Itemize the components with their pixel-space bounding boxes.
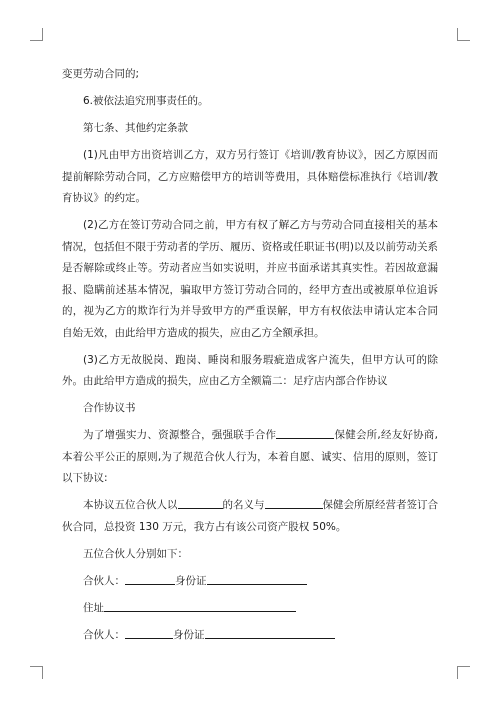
- blank-line[interactable]: [276, 427, 334, 439]
- cooperation-paragraph-1: 为了增强实力、资源整合，强强联手合作 保健会所,经友好协商,本着公平公正的原则,为了规范合伙人行为，本着自愿、诚实、信用的原则，签订以下协议:: [62, 429, 438, 484]
- address-blank[interactable]: [104, 600, 296, 612]
- blank-line[interactable]: [265, 497, 323, 509]
- partner-row-2: 合伙人： 身份证: [62, 625, 438, 647]
- item-6: 6.被依法追究刑事责任的。: [83, 95, 209, 107]
- partner-name-blank[interactable]: [125, 573, 175, 585]
- clause-3: (3)乙方无故脱岗、跑岗、睡岗和服务瑕疵造成客户流失，但甲方认可的除外。由此给甲方造成的损失，应由乙方全额篇二：足疗店内部合作协议: [62, 353, 438, 387]
- partners-intro: 五位合伙人分别如下：: [83, 547, 188, 560]
- crop-mark-top-right: [457, 28, 470, 41]
- text-line: 变更劳动合同的;: [62, 68, 140, 80]
- clause-2: (2)乙方在签订劳动合同之前，甲方有权了解乙方与劳动合同直接相关的基本情况，包括但不限于劳动者的学历、履历、资格或任职证书(明)以及以前劳动关系是否解除或终止等。劳动者应当如实说明，并应书面承诺其真实性。若因故意漏报、隐瞒前述基本情况，骗取甲方签订劳动合同的，经甲方查出或被原单位追诉的，视为乙方的欺诈行为并导致甲方的严重误解，甲方有权依法申请认定本合同自始无效，由此给甲方造成的损失，应由乙方全额承担。: [62, 219, 438, 339]
- blank-line[interactable]: [178, 497, 223, 509]
- crop-mark-top-left: [30, 28, 43, 41]
- id-number-blank[interactable]: [205, 627, 335, 639]
- crop-mark-bottom-right: [457, 666, 470, 679]
- id-number-blank[interactable]: [207, 573, 307, 585]
- document-page: [62, 64, 438, 652]
- cooperation-title: 合作协议书: [83, 402, 136, 414]
- cooperation-paragraph-2: 本协议五位合伙人以 的名义与 保健会所原经营者签订合 伙合同，总投资 130 万元，我方占有该公司资产股权 50%。: [62, 499, 438, 533]
- partner-row-1: 合伙人： 身份证: [62, 571, 438, 593]
- address-row-1: 住址: [62, 598, 438, 620]
- crop-mark-bottom-left: [30, 666, 43, 679]
- article-7-title: 第七条、其他约定条款: [83, 122, 188, 134]
- partner-name-blank[interactable]: [125, 627, 173, 639]
- clause-1: (1)凡由甲方出资培训乙方，双方另行签订《培训/教育协议》，因乙方原因而提前解除劳动合同，乙方应赔偿甲方的培训等费用，具体赔偿标准执行《培训/教育协议》的约定。: [62, 149, 438, 204]
